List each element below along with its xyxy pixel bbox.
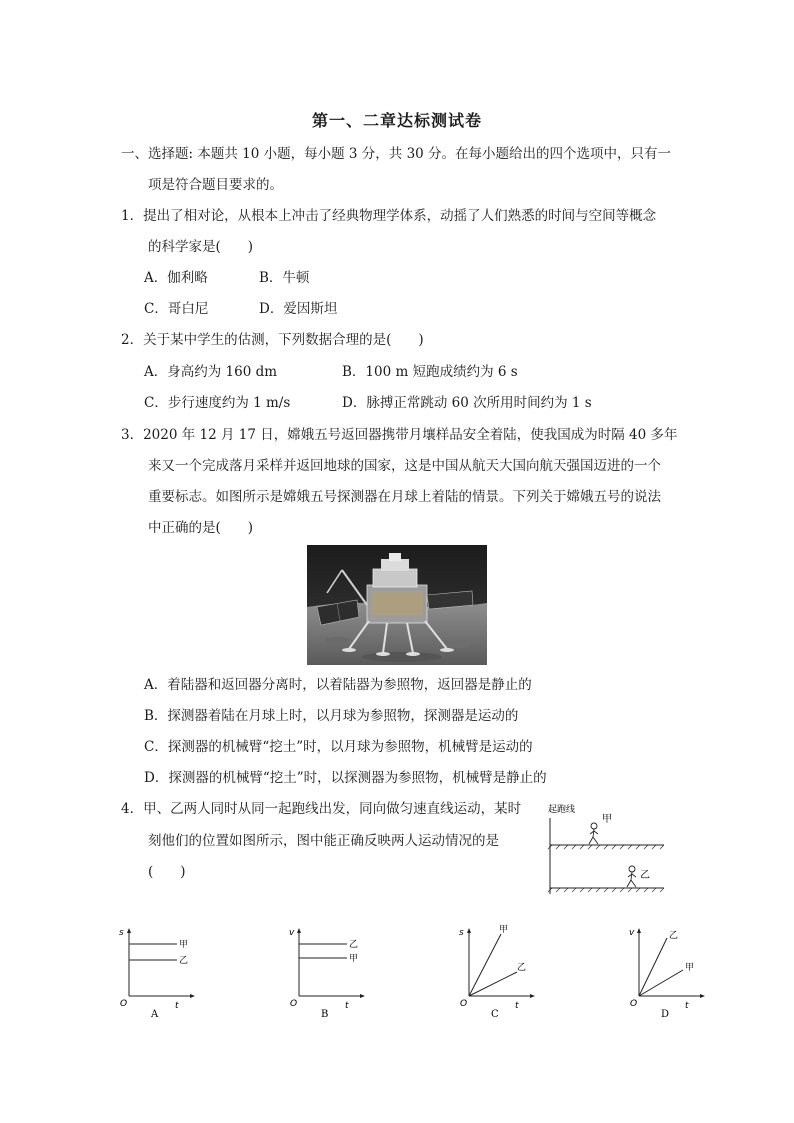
graph-a xyxy=(117,924,197,1019)
graph-b-xaxis: t xyxy=(345,1001,349,1011)
q2-option-c: C．步行速度约为 1 m/s xyxy=(144,395,291,411)
exam-title: 第一、二章达标测试卷 xyxy=(311,111,482,130)
graph-c xyxy=(457,924,537,1019)
q4-stem-line-3: ( ) xyxy=(148,864,186,880)
graph-d xyxy=(627,924,707,1019)
q4-stem-line-1: 4．甲、乙两人同时从同一起跑线出发，同向做匀速直线运动，某时 xyxy=(121,801,522,817)
lunar-lander-photo xyxy=(307,545,487,665)
graph-c-letter: C xyxy=(491,1009,499,1019)
graph-a-xaxis: t xyxy=(175,1001,179,1011)
section-instructions-line-1: 一、选择题: 本题共 10 小题，每小题 3 分，共 30 分。在每小题给出的四个选项中，只有一 xyxy=(121,146,672,162)
graph-a-yaxis: s xyxy=(119,928,124,938)
q1-stem-line-2: 的科学家是( ) xyxy=(148,239,254,255)
runner-jia-icon xyxy=(589,823,598,844)
graph-d-steep-label: 乙 xyxy=(669,931,679,941)
q3-stem-line-4: 中正确的是( ) xyxy=(148,520,254,536)
graph-d-yaxis: v xyxy=(629,928,635,938)
q3-stem-line-1: 3．2020 年 12 月 17 日，嫦娥五号返回器携带月壤样品安全着陆，使我国成为时隔 40 多年 xyxy=(121,427,678,443)
section-instructions-line-2: 项是符合题目要求的。 xyxy=(148,177,283,193)
q1-option-c: C．哥白尼 xyxy=(144,301,209,317)
graph-c-yaxis: s xyxy=(459,928,464,938)
start-line-label: 起跑线 xyxy=(548,805,576,815)
q4-stem-line-2: 刻他们的位置如图所示，图中能正确反映两人运动情况的是 xyxy=(148,833,499,849)
q2-option-d: D．脉搏正常跳动 60 次所用时间约为 1 s xyxy=(342,395,592,411)
graph-b xyxy=(287,924,367,1019)
graph-d-shallow-label: 甲 xyxy=(685,963,695,973)
q3-stem-line-3: 重要标志。如图所示是嫦娥五号探测器在月球上着陆的情景。下列关于嫦娥五号的说法 xyxy=(148,489,661,505)
q1-stem-line-1: 1．提出了相对论，从根本上冲击了经典物理学体系，动摇了人们熟悉的时间与空间等概念 xyxy=(121,208,657,224)
graph-c-origin: O xyxy=(460,999,468,1009)
q3-stem-line-2: 来又一个完成落月采样并返回地球的国家，这是中国从航天大国向航天强国迈进的一个 xyxy=(148,458,661,474)
runner-yi-label: 乙 xyxy=(640,870,650,881)
q3-option-c: C．探测器的机械臂“挖土”时，以月球为参照物，机械臂是运动的 xyxy=(144,739,533,755)
graph-d-origin: O xyxy=(630,999,638,1009)
graph-c-steep-label: 甲 xyxy=(499,925,509,935)
graph-c-shallow-label: 乙 xyxy=(517,963,527,973)
q3-option-d: D．探测器的机械臂“挖土”时，以探测器为参照物，机械臂是静止的 xyxy=(144,770,547,786)
q3-option-b: B．探测器着陆在月球上时，以月球为参照物，探测器是运动的 xyxy=(144,708,519,724)
q4-runners-figure xyxy=(546,800,666,895)
graph-b-top-label: 乙 xyxy=(349,940,359,950)
runner-jia-label: 甲 xyxy=(602,814,612,825)
q2-stem: 2．关于某中学生的估测，下列数据合理的是( ) xyxy=(121,332,424,348)
graph-b-yaxis: v xyxy=(289,928,295,938)
graph-b-origin: O xyxy=(290,999,298,1009)
graph-c-xaxis: t xyxy=(515,1001,519,1011)
graph-a-bottom-label: 乙 xyxy=(179,956,189,966)
runner-yi-icon xyxy=(627,866,636,887)
q3-option-a: A．着陆器和返回器分离时，以着陆器为参照物，返回器是静止的 xyxy=(144,677,532,693)
graph-b-letter: B xyxy=(321,1009,329,1019)
q1-option-d: D．爱因斯坦 xyxy=(259,301,338,317)
q2-option-b: B．100 m 短跑成绩约为 6 s xyxy=(342,364,518,380)
q1-option-a: A．伽利略 xyxy=(144,270,208,286)
q2-option-a: A．身高约为 160 dm xyxy=(144,364,278,380)
graph-a-letter: A xyxy=(151,1009,159,1019)
graph-d-xaxis: t xyxy=(685,1001,689,1011)
graph-a-origin: O xyxy=(120,999,128,1009)
graph-d-letter: D xyxy=(661,1009,670,1019)
graph-a-top-label: 甲 xyxy=(179,940,189,950)
graph-b-bottom-label: 甲 xyxy=(349,954,359,964)
q1-option-b: B．牛顿 xyxy=(259,270,310,286)
